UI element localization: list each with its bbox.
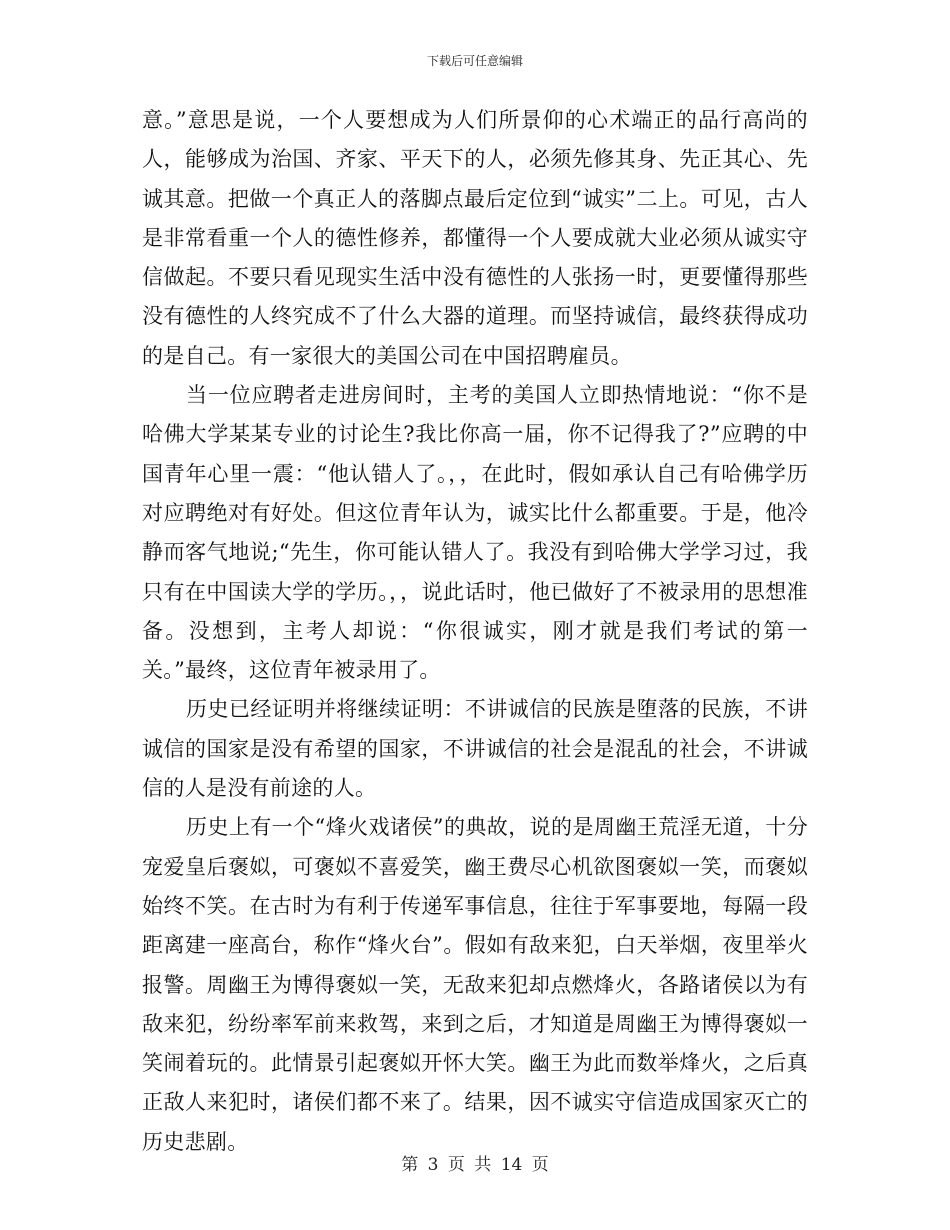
page-number-footer: 第 3 页 共 14 页 [401,1155,549,1175]
document-body [142,101,808,1162]
paragraph-interview-story: 当一位应聘者走进房间时，主考的美国人立即热情地说：“你不是哈佛大学某某专业的讨论生?我比你高一届，你不记得我了?”应聘的中国青年心里一震：“他认错人了。，，在此时，假如承认自己有哈佛学历对应聘绝对有好处。但这位青年认为，诚实比什么都重要。于是，他冷静而客气地说;“先生，你可能认错人了。我没有到哈佛大学学习过，我只有在中国读大学的学历。，，说此话时，他已做好了不被录用的思想准备。没想到，主考人却说：“你很诚实，刚才就是我们考试的第一关。”最终，这位青年被录用了。 [142,383,808,683]
paragraph-history-proves: 历史已经证明并将继续证明：不讲诚信的民族是堕落的民族，不讲诚信的国家是没有希望的国家，不讲诚信的社会是混乱的社会，不讲诚信的人是没有前途的人。 [142,697,808,801]
paragraph-beacon-fire-story: 历史上有一个“烽火戏诸侯”的典故，说的是周幽王荒淫无道，十分宠爱皇后褒姒，可褒姒不喜爱笑，幽王费尽心机欲图褒姒一笑，而褒姒始终不笑。在古时为有利于传递军事信息，往往于军事要地，每隔一段距离建一座高台，称作“烽火台”。假如有敌来犯，白天举烟，夜里举火报警。周幽王为博得褒姒一笑，无敌来犯却点燃烽火，各路诸侯以为有敌来犯，纷纷率军前来救驾，来到之后，才知道是周幽王为博得褒姒一笑闹着玩的。此情景引起褒姒开怀大笑。幽王为此而数举烽火，之后真正敌人来犯时，诸侯们都不来了。结果，因不诚实守信造成国家灭亡的历史悲剧。 [142,815,808,1154]
page-header: 下载后可任意编辑 [426,54,523,68]
paragraph-continued: 意。”意思是说，一个人要想成为人们所景仰的心术端正的品行高尚的人，能够成为治国、齐家、平天下的人，必须先修其身、先正其心、先诚其意。把做一个真正人的落脚点最后定位到“诚实”二上。可见，古人是非常看重一个人的德性修养，都懂得一个人要成就大业必须从诚实守信做起。不要只看见现实生活中没有德性的人张扬一时，更要懂得那些没有德性的人终究成不了什么大器的道理。而坚持诚信，最终获得成功的是自己。有一家很大的美国公司在中国招聘雇员。 [142,108,808,368]
